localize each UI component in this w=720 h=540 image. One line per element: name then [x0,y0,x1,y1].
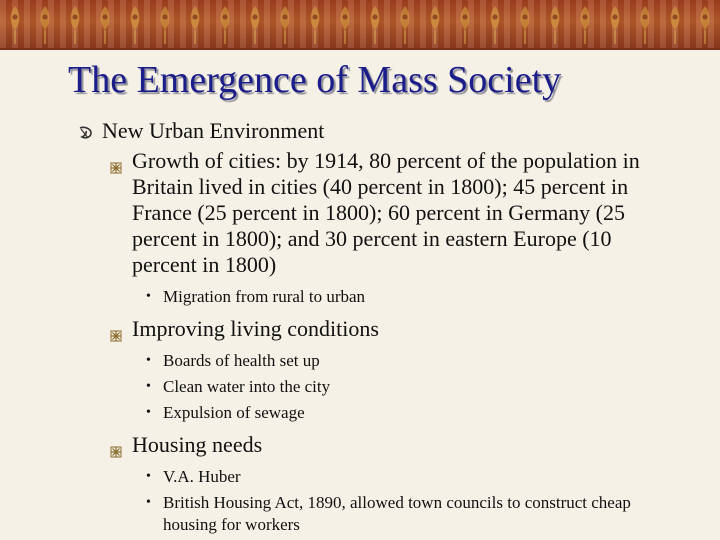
detail-point [146,286,683,308]
sub-point-text: Growth of cities: by 1914, 80 percent of the population in Britain lived in cities (40 percent in 1800); 45 percent in France (25 percent in 1800); 60 percent in Germany (25 percent in 1800); and 30 percent in eastern Europe (10 percent in 1800) [132,148,640,277]
decorative-banner [0,0,720,50]
sub-point-text: Improving living conditions [132,316,379,341]
main-point-text: New Urban Environment [102,118,325,143]
sub-point-text: Housing needs [132,432,263,457]
snowflake-asterisk-icon [110,322,122,334]
sub-point [110,148,652,278]
sub-point [110,316,652,342]
detail-point-text: V.A. Huber [163,467,241,486]
main-point [78,118,698,144]
bullet-dot-icon: • [146,289,151,304]
detail-point [146,376,683,398]
detail-point [146,492,683,536]
detail-point-text: Migration from rural to urban [163,287,366,306]
snowflake-asterisk-icon [110,154,122,166]
detail-point [146,350,683,372]
detail-point-text: Expulsion of sewage [163,403,305,422]
detail-point [146,402,683,424]
page-title: The Emergence of Mass Society [68,59,562,101]
bullet-dot-icon: • [146,495,151,510]
bullet-dot-icon: • [146,469,151,484]
detail-point-text: British Housing Act, 1890, allowed town councils to construct cheap housing for workers [163,493,631,534]
snowflake-asterisk-icon [110,438,122,450]
detail-point-text: Boards of health set up [163,351,320,370]
detail-point [146,466,683,488]
feather-swirl-icon [78,121,94,137]
bullet-dot-icon: • [146,379,151,394]
bullet-dot-icon: • [146,353,151,368]
detail-point-text: Clean water into the city [163,377,331,396]
bullet-dot-icon: • [146,405,151,420]
sub-point [110,432,652,458]
slide-content [78,118,698,536]
